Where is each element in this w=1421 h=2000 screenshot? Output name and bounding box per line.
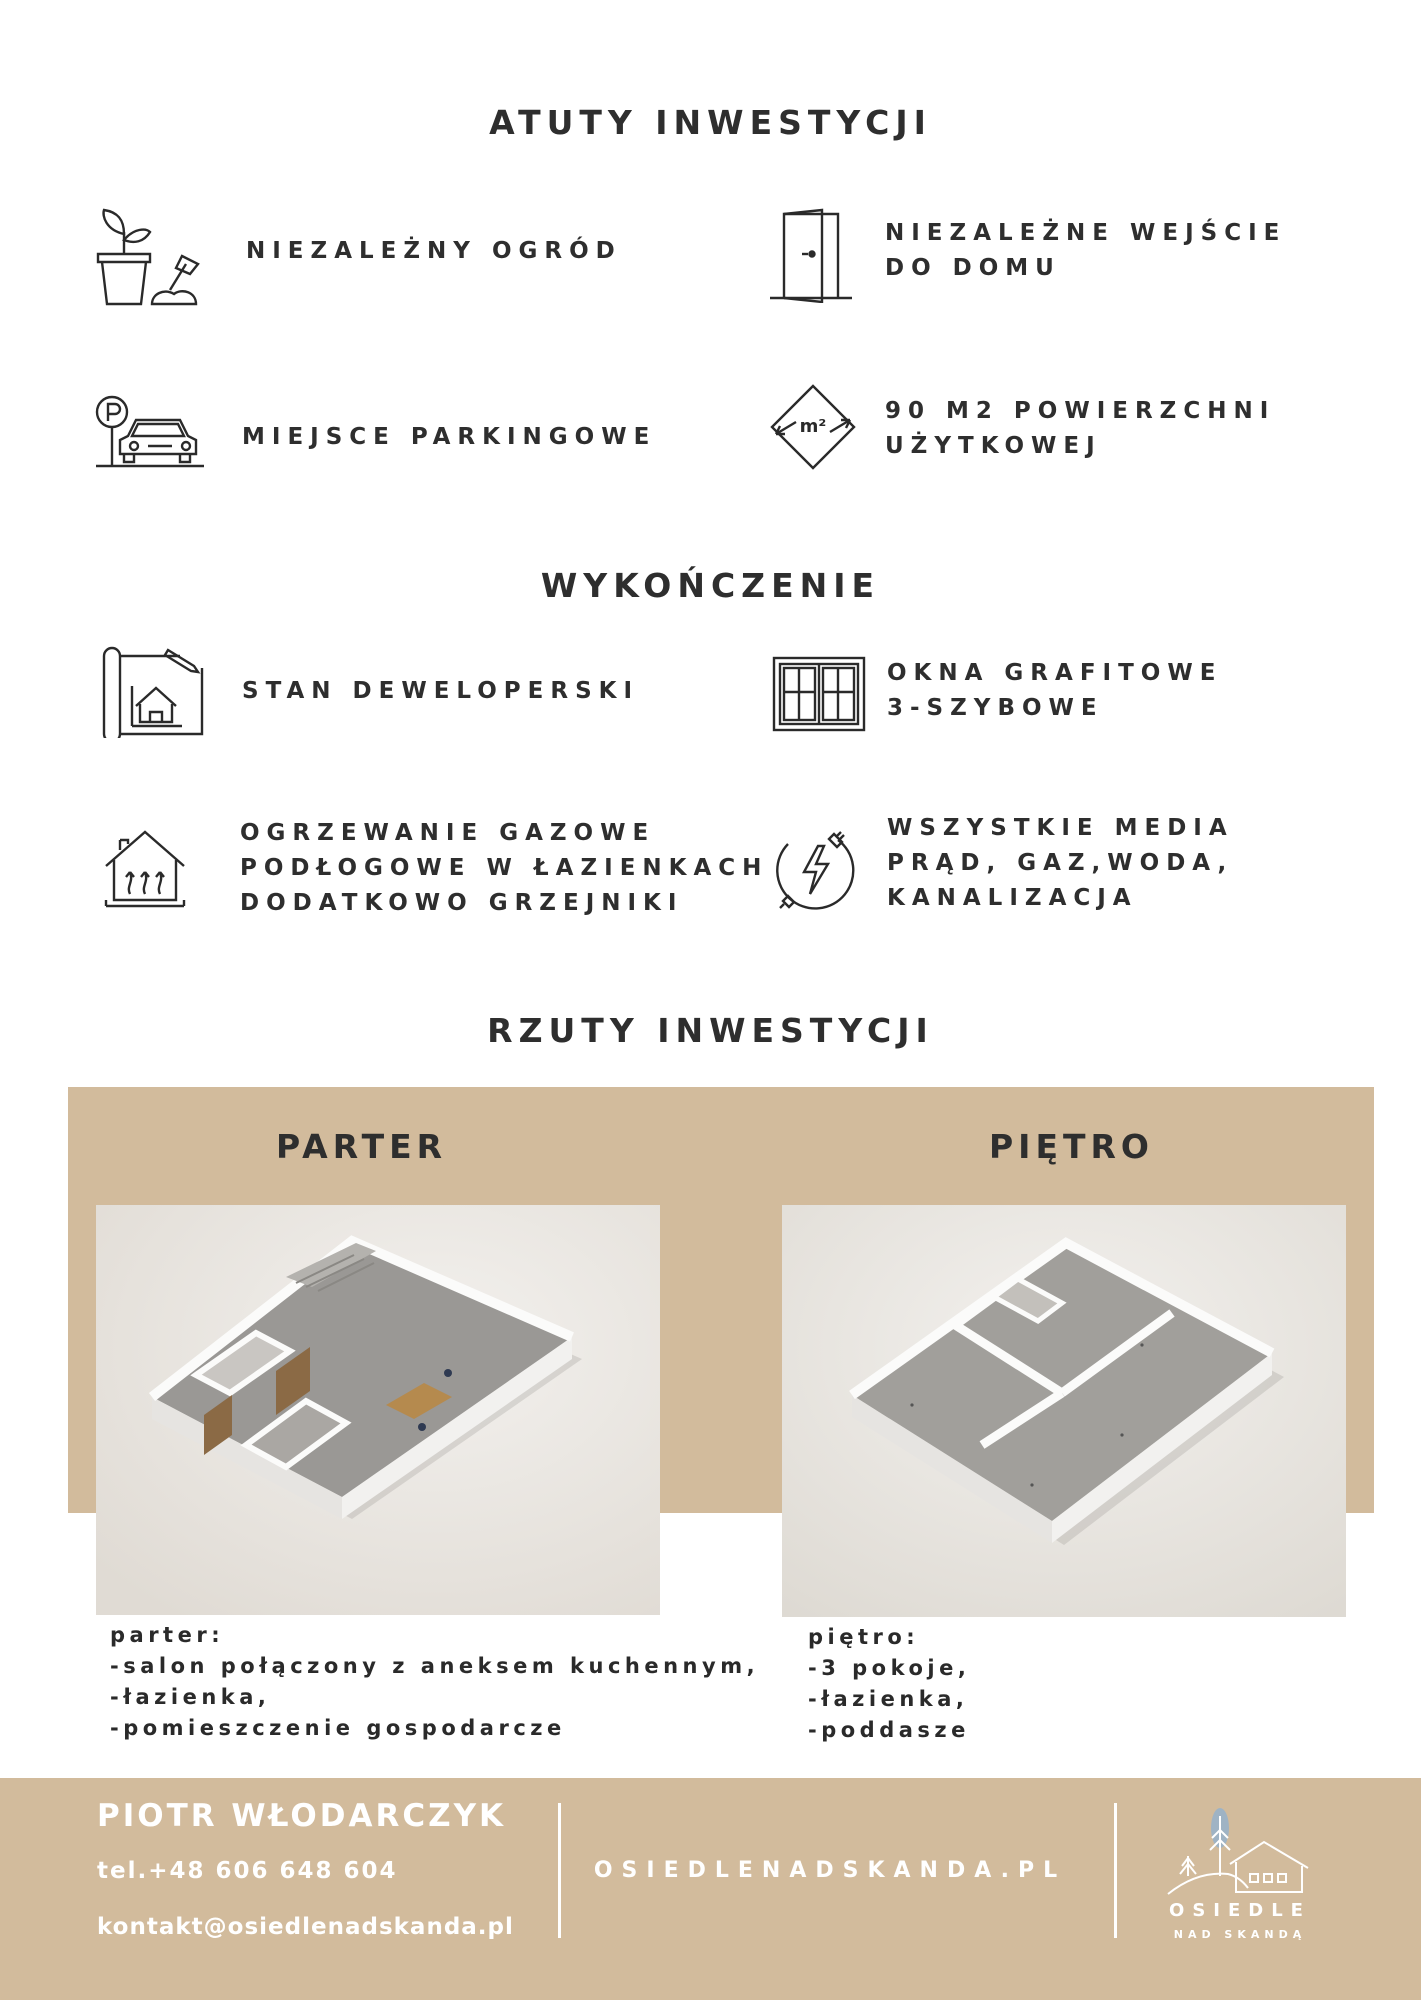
- footer: [0, 1778, 1421, 2000]
- feature-wejscie: [885, 216, 1286, 286]
- feature-ogrzewanie: [240, 816, 768, 921]
- parking-car-icon: [94, 394, 206, 470]
- blueprint-icon: [102, 646, 206, 738]
- logo-text-osiedle: OSIEDLE: [1169, 1900, 1311, 1921]
- desc-pietro-line2: -3 pokoje,: [808, 1656, 971, 1680]
- heading-rzuty: RZUTY INWESTYCJI: [487, 1011, 934, 1050]
- plan-title-pietro: PIĘTRO: [989, 1127, 1154, 1166]
- feature-ogrod: [246, 234, 622, 269]
- feature-parking-line1: MIEJSCE PARKINGOWE: [242, 424, 657, 450]
- desc-parter-line1: parter:: [110, 1623, 225, 1647]
- feature-ogrzewanie-line3: DODATKOWO GRZEJNIKI: [240, 890, 684, 916]
- plant-pot-icon: [94, 206, 206, 306]
- feature-wejscie-line2: DO DOMU: [885, 255, 1061, 281]
- contact-email-link[interactable]: kontakt@osiedlenadskanda.pl: [97, 1914, 514, 1940]
- heading-atuty: ATUTY INWESTYCJI: [489, 103, 932, 142]
- window-icon: [772, 656, 866, 732]
- feature-media-line1: WSZYSTKIE MEDIA: [887, 815, 1234, 841]
- contact-phone-link[interactable]: tel.+48 606 648 604: [97, 1858, 398, 1884]
- floor-plan-pietro-image: [782, 1205, 1346, 1617]
- feature-ogrzewanie-line1: OGRZEWANIE GAZOWE: [240, 820, 656, 846]
- feature-stan-line1: STAN DEWELOPERSKI: [242, 678, 640, 704]
- desc-parter-line2: -salon połączony z aneksem kuchennym,: [110, 1654, 760, 1678]
- desc-parter-line4: -pomieszczenie gospodarcze: [110, 1716, 566, 1740]
- feature-ogrod-line1: NIEZALEŻNY OGRÓD: [246, 238, 622, 264]
- feature-powierzchnia-line1: 90 M2 POWIERZCHNI: [885, 398, 1276, 424]
- feature-media-line2: PRĄD, GAZ,WODA,: [887, 850, 1234, 876]
- door-icon: [770, 208, 852, 303]
- plan-title-parter: PARTER: [276, 1127, 448, 1166]
- desc-pietro-line4: -poddasze: [808, 1718, 970, 1742]
- desc-pietro: [808, 1622, 970, 1746]
- feature-media: [887, 811, 1234, 916]
- feature-ogrzewanie-line2: PODŁOGOWE W ŁAZIENKACH: [240, 855, 769, 881]
- feature-okna-line2: 3-SZYBOWE: [887, 695, 1104, 721]
- desc-parter-line3: -łazienka,: [110, 1685, 271, 1709]
- feature-okna-line1: OKNA GRAFITOWE: [887, 660, 1223, 686]
- house-heating-icon: [104, 828, 186, 910]
- feature-powierzchnia-line2: UŻYTKOWEJ: [885, 433, 1102, 459]
- floor-plan-parter-image: [96, 1205, 660, 1615]
- footer-divider: [1114, 1803, 1117, 1938]
- contact-name: PIOTR WŁODARCZYK: [97, 1798, 507, 1834]
- feature-stan: [242, 674, 639, 709]
- desc-pietro-line3: -łazienka,: [808, 1687, 969, 1711]
- m2-label: m²: [799, 416, 827, 437]
- area-m2-icon: [770, 384, 856, 470]
- feature-powierzchnia: [885, 394, 1275, 464]
- feature-media-line3: KANALIZACJA: [887, 885, 1138, 911]
- desc-parter: [110, 1620, 759, 1744]
- logo-text-nad-skanda: NAD SKANDĄ: [1173, 1928, 1307, 1941]
- electricity-plug-icon: [772, 826, 858, 912]
- feature-okna: [887, 656, 1222, 726]
- website-link[interactable]: OSIEDLENADSKANDA.PL: [593, 1858, 1067, 1883]
- heading-wykonczenie: WYKOŃCZENIE: [540, 566, 881, 605]
- feature-wejscie-line1: NIEZALEŻNE WEJŚCIE: [885, 220, 1287, 246]
- desc-pietro-line1: piętro:: [808, 1625, 920, 1649]
- feature-parking: [242, 420, 656, 455]
